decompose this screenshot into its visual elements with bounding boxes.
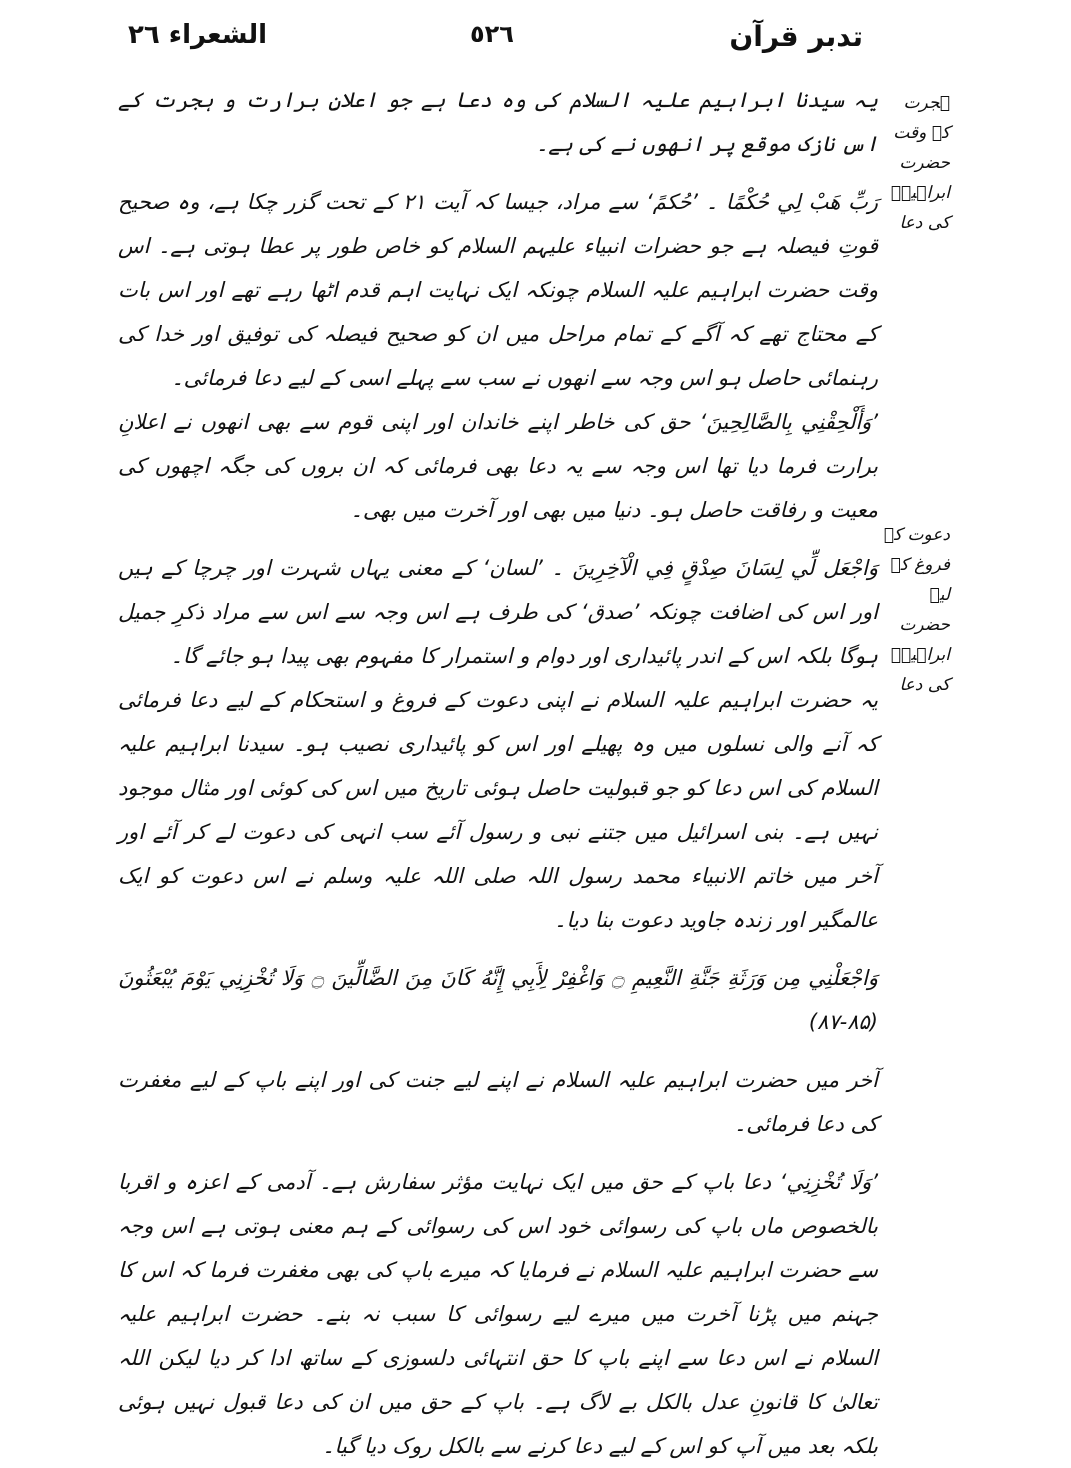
paragraph-6: وَاجْعَلْنِي مِن وَرَثَةِ جَنَّةِ النَّعِيمِ ۝ وَاغْفِرْ لِأَبِي إِنَّهُ كَانَ مِنَ الضَّالِّينَ ۝ وَلَا تُخْزِنِي يَوْمَ يُبْعَثُونَ (۸۵-۸۷)	[118, 966, 878, 1034]
surah-reference: الشعراء ٢٦	[128, 20, 267, 50]
paragraph-2: رَبِّ هَبْ لِي حُكْمًا ۔ ’حُکمً‘ سے مراد، جیسا کہ آیت ۲۱ کے تحت گزر چکا ہے، وہ صحیح قوتِ فیصلہ ہے جو حضرات انبیاء علیہم السلام کو خاص طور پر عطا ہوتی ہے۔ اس وقت حضرت ابراہیم علیہ السلام چونکہ ایک نہایت اہم قدم اٹھا رہے تھے اور اس بات کے محتاج تھے کہ آگے کے تمام مراحل میں ان کو صحیح فیصلہ کی توفیق اور خدا کی رہنمائی حاصل ہو اس وجہ سے انھوں نے سب سے پہلے اسی کے لیے دعا فرمائی۔	[118, 190, 878, 390]
paragraph-8: ’وَلَا تُخْزِنِي‘ دعا باپ کے حق میں ایک نہایت مؤثر سفارش ہے۔ آدمی کے اعزہ و اقربا بالخصوص ماں باپ کی رسوائی خود اس کی رسوائی کے ہم معنی ہوتی ہے اس وجہ سے حضرت ابراہیم علیہ السلام نے فرمایا کہ میرے باپ کی بھی مغفرت فرما کہ اس کا جہنم میں پڑنا آخرت میں میرے لیے رسوائی کا سبب نہ بنے۔ حضرت ابراہیم علیہ السلام نے اس دعا سے اپنے باپ کا حق انتہائی دلسوزی کے ساتھ ادا کر دیا لیکن اللہ تعالیٰ کا قانونِ عدل بالکل بے لاگ ہے۔ باپ کے حق میں ان کی دعا قبول نہیں ہوئی بلکہ بعد میں آپ کو اس کے لیے دعا کرنے سے بالکل روک دیا گیا۔	[118, 1170, 878, 1458]
book-title: تدبر قرآن	[729, 20, 863, 53]
paragraph-4: وَاجْعَل لِّي لِسَانَ صِدْقٍ فِي الْآخِرِينَ ۔ ’لسان‘ کے معنی یہاں شہرت اور چرچا کے ہیں اور اس کی اضافت چونکہ ’صدق‘ کی طرف ہے اس وجہ سے اس سے مراد ذکرِ جمیل ہوگا بلکہ اس کے اندر پائیداری اور دوام و استمرار کا مفہوم بھی پیدا ہو جائے گا۔	[118, 556, 878, 668]
paragraph-1: یہ سیدنا ابراہیم علیہ السلام کی وہ دعا ہے جو اعلانِ برارت و ہجرت کے اس نازک موقع پر انھوں نے کی ہے۔	[118, 88, 878, 156]
page-number: ٥٢٦	[470, 20, 514, 48]
paragraph-3: ’وَأَلْحِقْنِي بِالصَّالِحِينَ‘ حق کی خاطر اپنے خاندان اور اپنی قوم سے بھی انھوں نے اعلانِ برارت فرما دیا تھا اس وجہ سے یہ دعا بھی فرمائی کہ ان بروں کی جگہ اچھوں کی معیت و رفاقت حاصل ہو۔ دنیا میں بھی اور آخرت میں بھی۔	[118, 410, 878, 522]
paragraph-5: یہ حضرت ابراہیم علیہ السلام نے اپنی دعوت کے فروغ و استحکام کے لیے دعا فرمائی کہ آنے والی نسلوں میں وہ پھیلے اور اس کو پائیداری نصیب ہو۔ سیدنا ابراہیم علیہ السلام کی اس دعا کو جو قبولیت حاصل ہوئی تاریخ میں اس کی کوئی اور مثال موجود نہیں ہے۔ بنی اسرائیل میں جتنے نبی و رسول آئے سب انہی کی دعوت لے کر آئے اور آخر میں خاتم الانبیاء محمد رسول اللہ صلی اللہ علیہ وسلم نے اس دعوت کو ایک عالمگیر اور زندہ جاوید دعوت بنا دیا۔	[118, 688, 878, 932]
body-text	[118, 78, 878, 1468]
paragraph-7: آخر میں حضرت ابراہیم علیہ السلام نے اپنے لیے جنت کی اور اپنے باپ کے لیے مغفرت کی دعا فرمائی۔	[118, 1068, 878, 1136]
margin-note-1: ہجرت کے وقت حضرت ابراہیمؑ کی دعا	[890, 93, 950, 233]
margin-note-2: دعوت کے فروغ کے لیے حضرت ابراہیمؑ کی دعا	[883, 525, 950, 695]
